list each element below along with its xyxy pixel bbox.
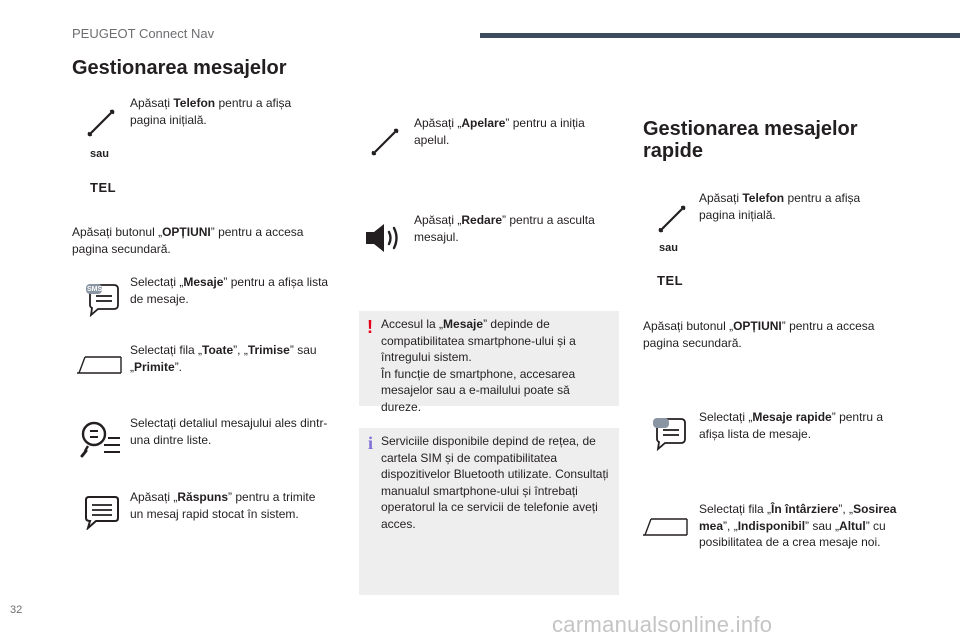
search-list-icon xyxy=(80,420,122,458)
tab-icon xyxy=(76,356,122,374)
step-telefon: Apăsați Telefon pentru a afișa pagina inițială. xyxy=(130,96,292,127)
or-label: sau xyxy=(659,242,678,254)
sms-badge: SMS xyxy=(87,286,103,293)
step-mesaje-rapide: Selectați „Mesaje rapide” pentru a afișa lista de mesaje. xyxy=(699,410,884,441)
step-apelare: Apăsați „Apelare” pentru a iniția apelul. xyxy=(414,116,585,147)
step-optiuni: Apăsați butonul „OPȚIUNI” pentru a accesa pagina secundară. xyxy=(72,225,304,256)
step-fila-mesaje: Selectați fila „Toate”, „Trimise” sau „Primite”. xyxy=(130,343,317,374)
step-detaliu: Selectați detaliul mesajului ales dintr-una dintre liste. xyxy=(130,416,328,447)
warning-icon: ! xyxy=(367,317,373,337)
reply-message-icon xyxy=(82,496,120,530)
tel-button-label: TEL xyxy=(657,273,684,288)
tel-button-label: TEL xyxy=(90,180,117,195)
section-heading-rapide: Gestionarea mesajelor rapide xyxy=(643,118,858,163)
step-redare: Apăsați „Redare” pentru a asculta mesajul. xyxy=(414,213,595,244)
info-box xyxy=(359,428,619,595)
watermark: carmanualsonline.info xyxy=(552,612,773,637)
step-optiuni-rapide: Apăsați butonul „OPȚIUNI” pentru a accesa pagina secundară. xyxy=(643,319,875,350)
phone-handset-icon xyxy=(86,108,116,138)
step-mesaje: Selectați „Mesaje” pentru a afișa lista de mesaje. xyxy=(130,275,329,306)
info-icon: i xyxy=(368,433,374,453)
info-text: Serviciile disponibile depind de rețea, de cartela SIM și de compatibilitatea dispozitivelor Bluetooth utilizate. Consultați manualul smartphone-ului și întrebați operatorul la ce servicii de telefonie aveți acces. xyxy=(381,434,609,531)
step-telefon-rapide: Apăsați Telefon pentru a afișa pagina inițială. xyxy=(699,191,861,222)
speaker-play-icon xyxy=(364,222,400,254)
running-header: PEUGEOT Connect Nav xyxy=(72,26,215,41)
section-heading: Gestionarea mesajelor xyxy=(72,57,287,79)
warning-box xyxy=(359,311,619,414)
quick-messages-icon xyxy=(651,417,687,451)
header-bar xyxy=(480,33,960,38)
warning-text: Accesul la „Mesaje” depinde de compatibilitatea smartphone-ului și a întregului sistem. În funcție de smartphone, accesarea mesajelor sau a e-mailului poate să dureze. xyxy=(381,317,576,414)
or-label: sau xyxy=(90,148,109,160)
phone-handset-icon xyxy=(657,204,687,234)
step-fila-rapide: Selectați fila „În întârziere”, „Sosirea mea”, „Indisponibil” sau „Altul” cu posibilitatea de a crea mesaje noi. xyxy=(699,502,897,549)
page-number: 32 xyxy=(10,604,23,616)
step-raspuns: Apăsați „Răspuns” pentru a trimite un mesaj rapid stocat în sistem. xyxy=(130,490,316,521)
call-handset-icon xyxy=(370,128,400,156)
tab-icon xyxy=(642,518,688,536)
